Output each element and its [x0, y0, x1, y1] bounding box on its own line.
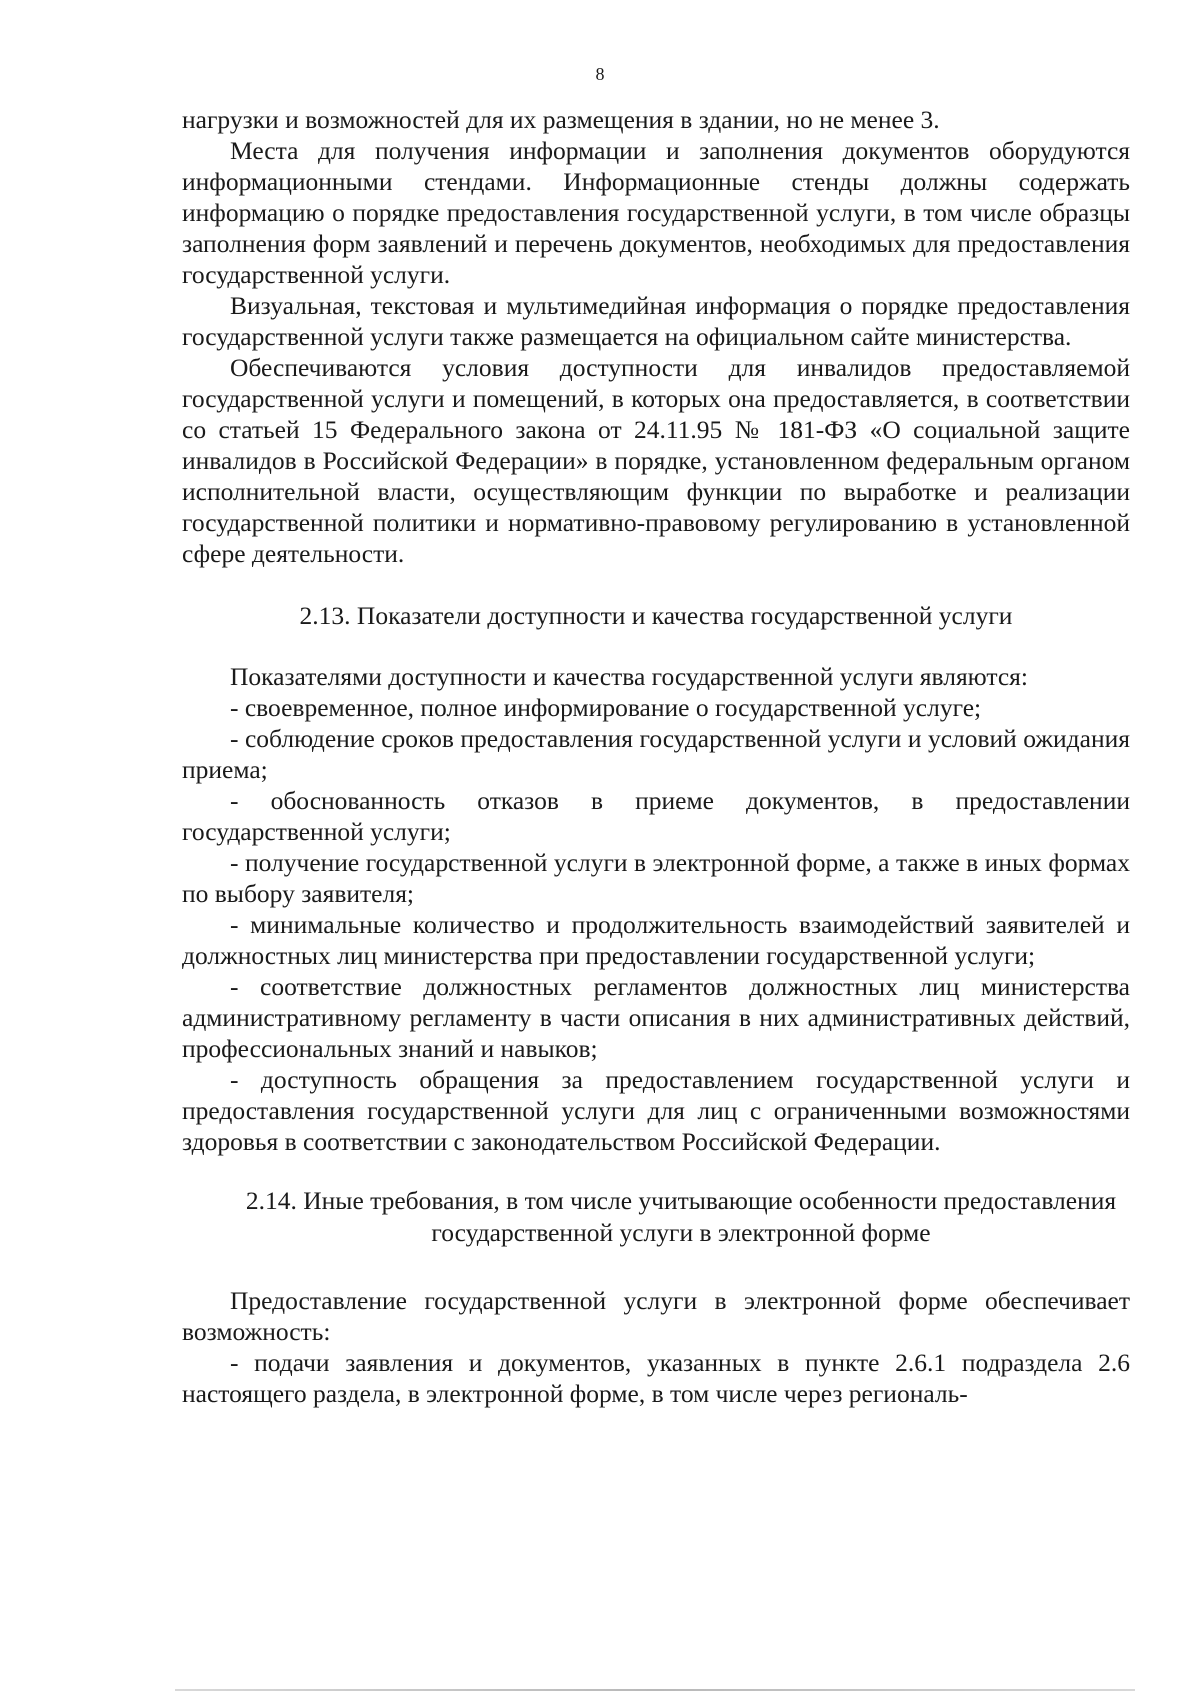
list-item: - доступность обращения за предоставлением государственной услуги и предоставления государственной услуги для лиц с ограниченными возможностями здоровья в соответствии с законодательством Российской Федерации. [182, 1065, 1130, 1156]
section-2-14-intro: Предоставление государственной услуги в электронной форме обеспечивает возможность: [182, 1286, 1130, 1346]
list-item: - соответствие должностных регламентов должностных лиц министерства административному регламенту в части описания в них административных действий, профессиональных знаний и навыков; [182, 972, 1130, 1063]
page-number: 8 [595, 64, 605, 84]
section-heading-2-13: 2.13. Показатели доступности и качества государственной услуги [299, 601, 1013, 630]
paragraph-accessibility: Обеспечиваются условия доступности для инвалидов предоставляемой государственной услуги и помещений, в которых она предоставляется, в соответствии со статьей 15 Федерального закона от 24.11.95 № 181-ФЗ «О социальной защите инвалидов в Российской Федерации» в порядке, установленном федеральным органом исполнительной власти, осуществляющим функции по выработке и реализации государственной политики и нормативно-правовому регулированию в установленной сфере деятельности. [182, 353, 1130, 568]
scan-edge-line [175, 1689, 1135, 1691]
document-body [182, 104, 1130, 1409]
section-2-13-intro: Показателями доступности и качества государственной услуги являются: [230, 662, 1028, 691]
list-item: - получение государственной услуги в электронной форме, а также в иных формах по выбору заявителя; [182, 848, 1130, 908]
list-item: - соблюдение сроков предоставления государственной услуги и условий ожидания приема; [182, 724, 1130, 784]
paragraph-continuation: нагрузки и возможностей для их размещения в здании, но не менее 3. [182, 105, 940, 134]
list-item: - обоснованность отказов в приеме документов, в предоставлении государственной услуги; [182, 786, 1130, 846]
paragraph-info-stands: Места для получения информации и заполнения документов оборудуются информационными стендами. Информационные стенды должны содержать информацию о порядке предоставления государственной услуги, в том числе образцы заполнения форм заявлений и перечень документов, необходимых для предоставления государственной услуги. [182, 136, 1130, 289]
list-item: - подачи заявления и документов, указанных в пункте 2.6.1 подраздела 2.6 настоящего раздела, в электронной форме, в том числе через региональ- [182, 1348, 1130, 1408]
list-item: - минимальные количество и продолжительность взаимодействий заявителей и должностных лиц министерства при предоставлении государственной услуги; [182, 910, 1130, 970]
section-heading-2-14: 2.14. Иные требования, в том числе учитывающие особенности предоставления государственной услуги в электронной форме [245, 1186, 1117, 1247]
paragraph-visual-info: Визуальная, текстовая и мультимедийная информация о порядке предоставления государственной услуги также размещается на официальном сайте министерства. [182, 291, 1130, 351]
list-item: - своевременное, полное информирование о государственной услуге; [230, 693, 982, 722]
